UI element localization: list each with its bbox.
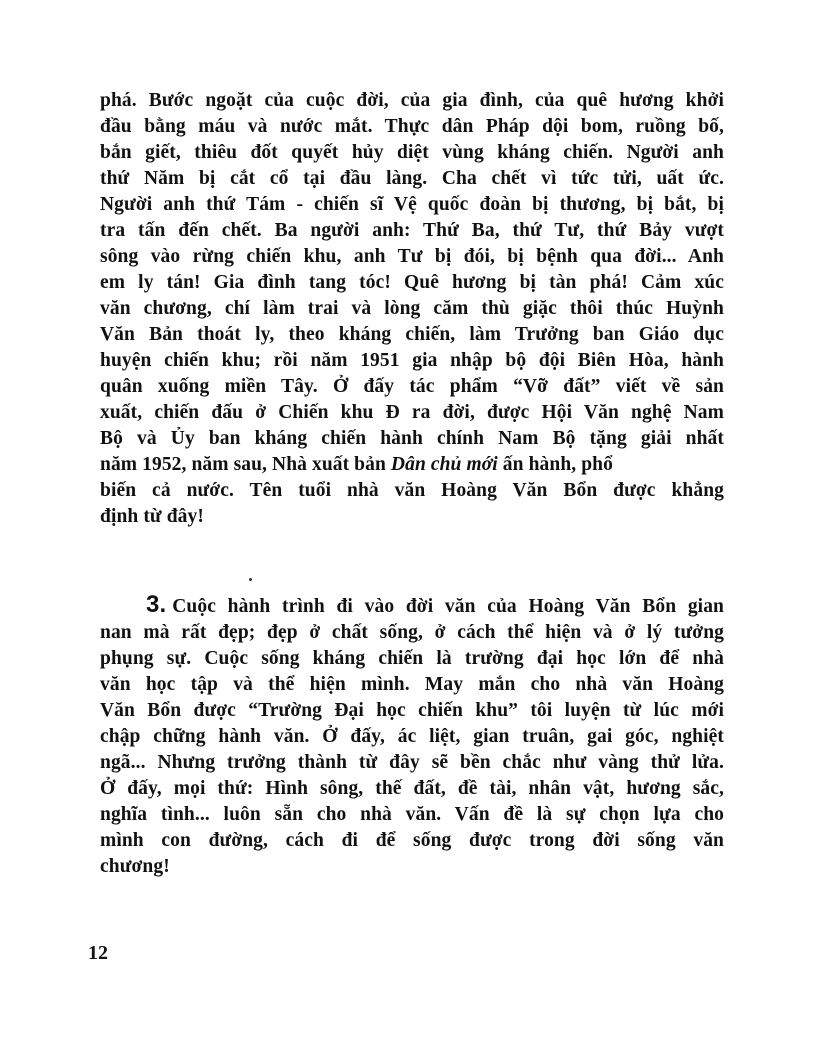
text-line: ngã... Nhưng trưởng thành từ đây sẽ bền chắc như vàng thử lửa. (100, 752, 724, 773)
text-line: nan mà rất đẹp; đẹp ở chất sống, ở cách thể hiện và ở lý tưởng (100, 622, 724, 643)
text-line: Văn Bổn được “Trường Đại học chiến khu” tôi luyện từ lúc mới (100, 700, 724, 721)
text-line: định từ đây! (100, 506, 204, 527)
text-line: Người anh thứ Tám - chiến sĩ Vệ quốc đoàn bị thương, bị bắt, bị (100, 194, 724, 215)
text-line: văn chương, chí làm trai và lòng căm thù giặc thôi thúc Huỳnh (100, 298, 724, 319)
text-line: tra tấn đến chết. Ba người anh: Thứ Ba, thứ Tư, thứ Bảy vượt (100, 220, 724, 241)
text-line: thứ Năm bị cắt cổ tại đầu làng. Cha chết vì tức tửi, uất ức. (100, 168, 724, 189)
print-speck (249, 578, 252, 581)
text-line: Bộ và Ủy ban kháng chiến hành chính Nam Bộ tặng giải nhất (100, 428, 724, 449)
text-line: Văn Bản thoát ly, theo kháng chiến, làm Trưởng ban Giáo dục (100, 324, 724, 345)
publisher-name: Dân chủ mới (390, 454, 498, 475)
section-number: 3. (146, 591, 167, 618)
text-line: huyện chiến khu; rồi năm 1951 gia nhập bộ đội Biên Hòa, hành (100, 350, 724, 371)
text-line: sông vào rừng chiến khu, anh Tư bị đói, bị bệnh qua đời... Anh (100, 246, 724, 267)
text-line: bắn giết, thiêu đốt quyết hủy diệt vùng kháng chiến. Người anh (100, 142, 724, 163)
page-number: 12 (88, 942, 108, 964)
text-segment: Cuộc hành trình đi vào đời văn của Hoàng Văn Bổn gian (172, 596, 724, 617)
text-line: chương! (100, 856, 170, 877)
text-line: văn học tập và thể hiện mình. May mắn cho nhà văn Hoàng (100, 674, 724, 695)
text-segment: năm 1952, năm sau, Nhà xuất bản (100, 454, 391, 475)
text-line: xuất, chiến đấu ở Chiến khu Đ ra đời, được Hội Văn nghệ Nam (100, 402, 724, 423)
text-line: em ly tán! Gia đình tang tóc! Quê hương bị tàn phá! Cảm xúc (100, 272, 724, 293)
text-line: mình con đường, cách đi để sống được trong đời sống văn (100, 830, 724, 851)
text-line: biến cả nước. Tên tuổi nhà văn Hoàng Văn Bổn được khẳng (100, 480, 724, 501)
text-line: nghĩa tình... luôn sẵn cho nhà văn. Vấn đề là sự chọn lựa cho (100, 804, 724, 825)
text-line: chập chững hành văn. Ở đấy, ác liệt, gian truân, gai góc, nghiệt (100, 726, 724, 747)
text-line: quân xuống miền Tây. Ở đấy tác phẩm “Vỡ đất” viết về sản (100, 376, 724, 397)
text-line: Ở đấy, mọi thứ: Hình sông, thế đất, đề tài, nhân vật, hương sắc, (100, 778, 724, 799)
text-line: phá. Bước ngoặt của cuộc đời, của gia đình, của quê hương khởi (100, 90, 724, 111)
text-segment: ấn hành, phổ (497, 454, 613, 475)
text-line: đầu bằng máu và nước mắt. Thực dân Pháp dội bom, ruồng bố, (100, 116, 724, 137)
text-line (100, 452, 724, 478)
text-line: phụng sự. Cuộc sống kháng chiến là trường đại học lớn để nhà (100, 648, 724, 669)
section-first-line (146, 592, 724, 620)
